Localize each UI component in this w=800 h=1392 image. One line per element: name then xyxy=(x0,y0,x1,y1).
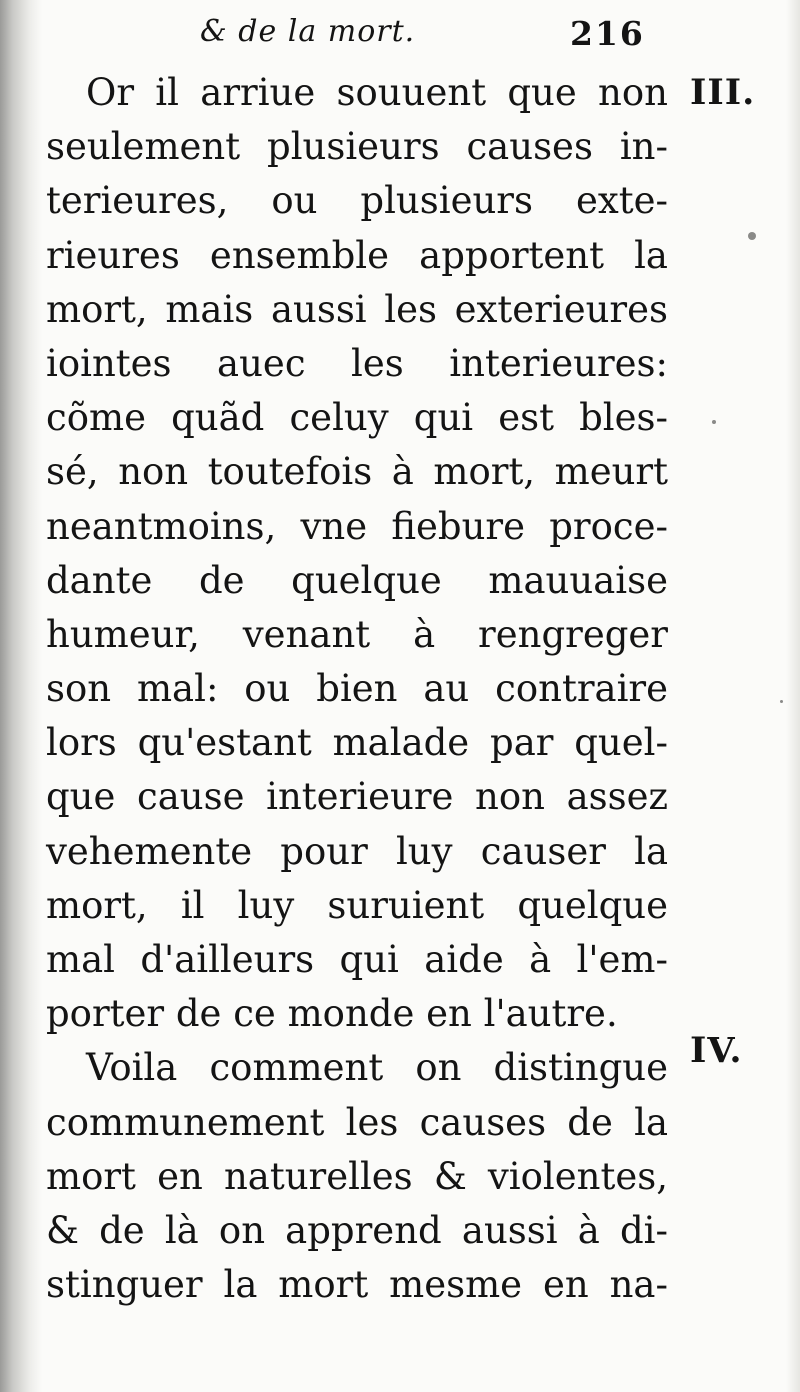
ink-speck xyxy=(748,232,756,240)
text-line: que cause interieure non assez xyxy=(46,775,668,819)
page-edge xyxy=(786,0,800,1392)
text-line: vehemente pour luy causer la xyxy=(46,829,668,873)
text-line: rieures ensemble apportent la xyxy=(46,233,668,277)
margin-note-iv: IV. xyxy=(690,1030,743,1071)
text-line: communement les causes de la xyxy=(46,1100,668,1144)
ink-speck xyxy=(712,420,716,424)
text-line: mal d'ailleurs qui aide à l'em- xyxy=(46,938,668,981)
text-line: stinguer la mort mesme en na- xyxy=(46,1263,668,1307)
binding-gutter xyxy=(0,0,42,1392)
text-line: humeur, venant à rengreger xyxy=(46,612,668,656)
text-line: lors qu'estant malade par quel- xyxy=(46,721,668,765)
text-line: neantmoins, vne fiebure proce- xyxy=(46,504,668,548)
text-line: seulement plusieurs causes in- xyxy=(46,125,668,169)
text-line: dante de quelque mauuaise xyxy=(46,558,668,602)
text-line: sé, non toutefois à mort, meurt xyxy=(46,450,668,494)
text-line: terieures, ou plusieurs exte- xyxy=(46,179,668,223)
text-line: iointes auec les interieures: xyxy=(46,341,668,385)
text-line: porter de ce monde en l'autre. xyxy=(46,992,618,1036)
ink-speck xyxy=(780,700,783,703)
body-text xyxy=(46,66,668,1312)
text-line: cõme quãd celuy qui est bles- xyxy=(46,396,668,440)
text-line: mort en naturelles & violentes, xyxy=(46,1154,668,1198)
page-number: 216 xyxy=(570,14,645,53)
text-line: mort, il luy suruient quelque xyxy=(46,883,668,927)
text-line: mort, mais aussi les exterieures xyxy=(46,287,668,331)
text-line: Or il arriue souuent que non xyxy=(86,71,668,114)
text-line: son mal: ou bien au contraire xyxy=(46,667,668,711)
running-head: & de la mort. xyxy=(200,14,416,49)
margin-note-iii: III. xyxy=(690,72,756,113)
text-line: & de là on apprend aussi à di- xyxy=(46,1208,668,1252)
text-line: Voila comment on distingue xyxy=(86,1046,668,1090)
